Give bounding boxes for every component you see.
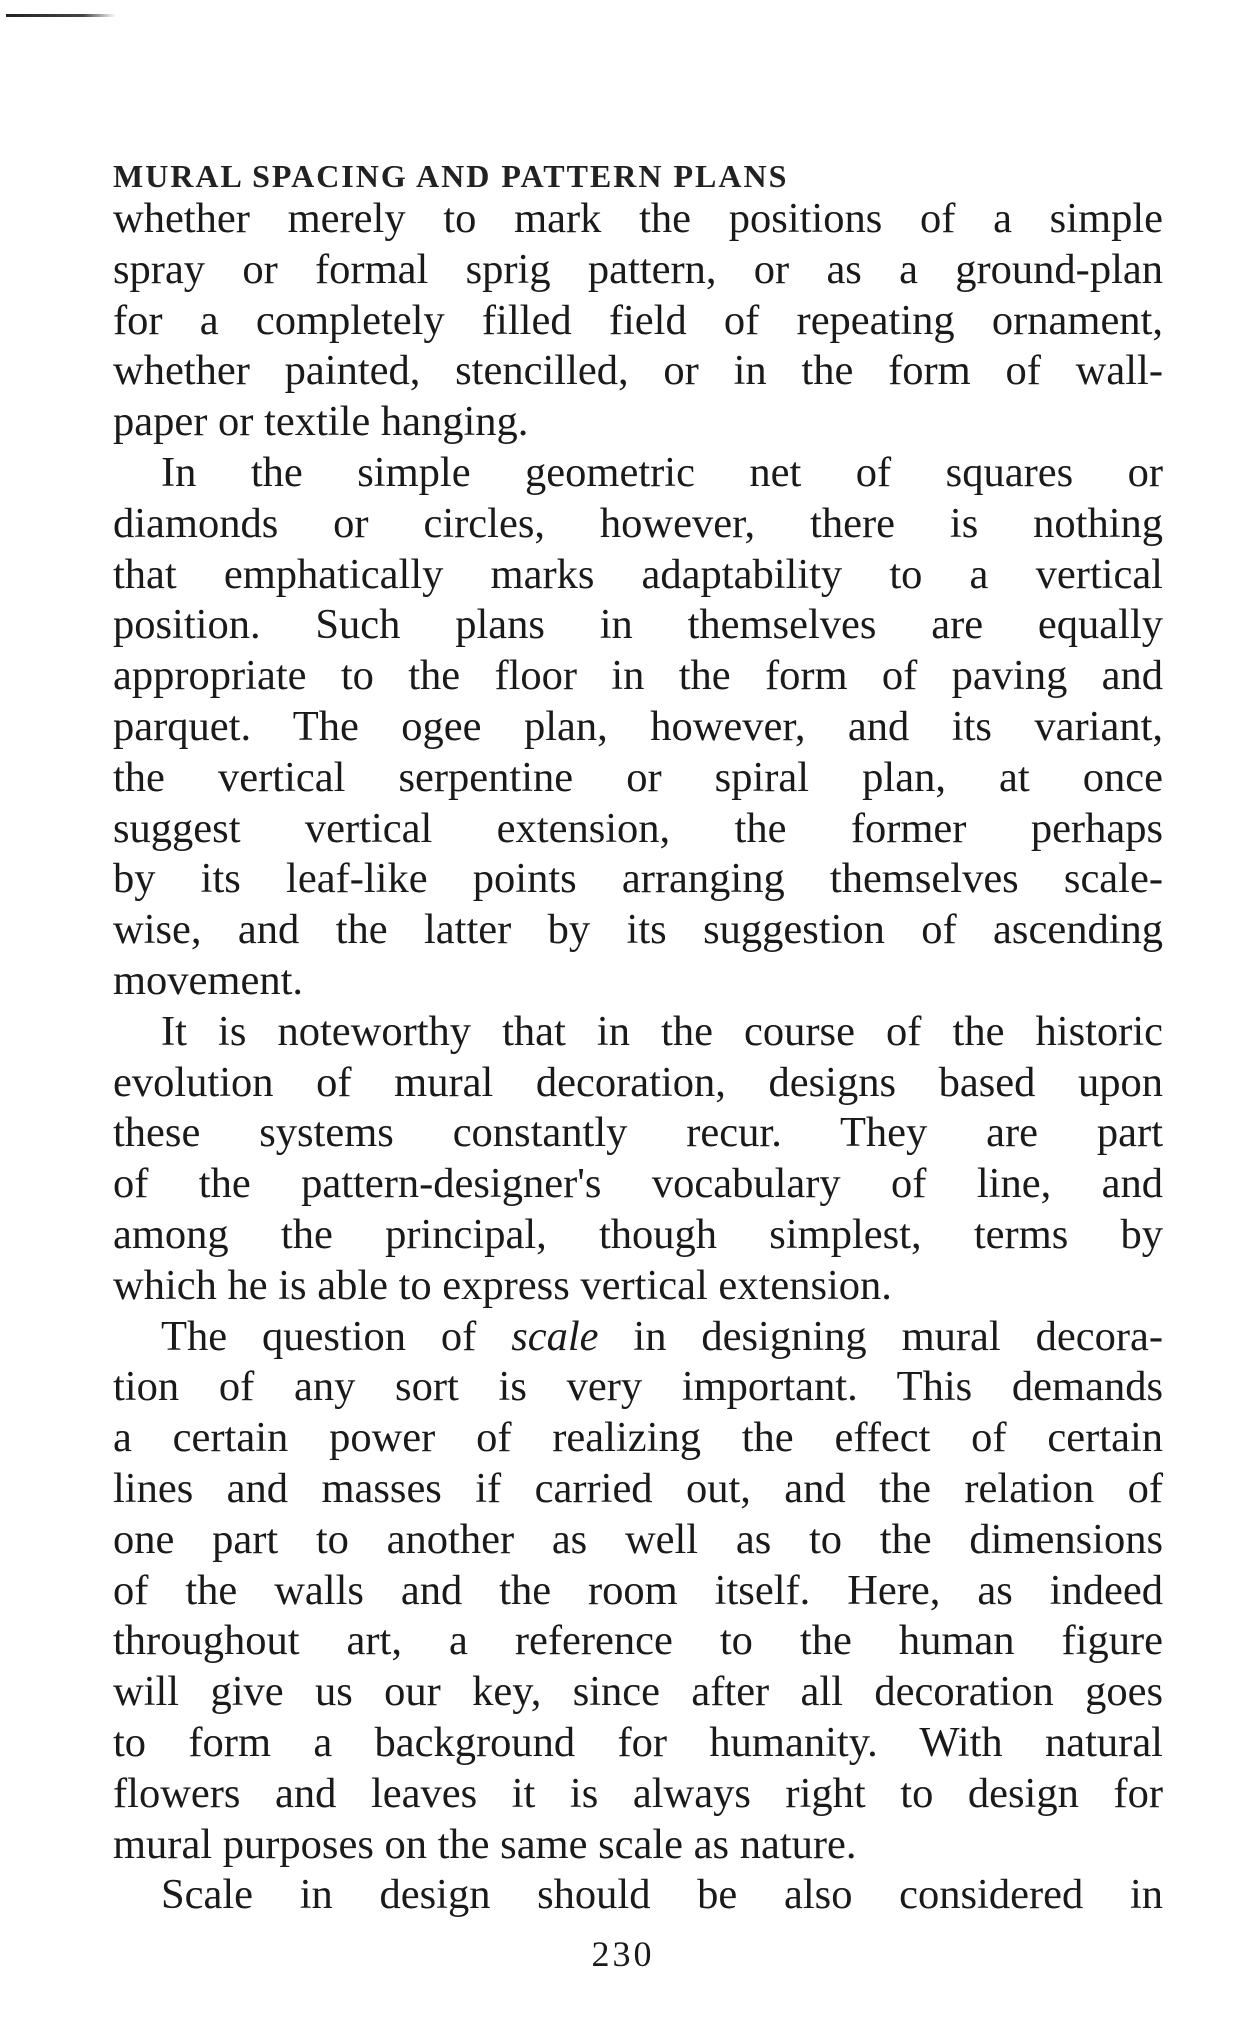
text-line: for a completely filled field of repeating ornament, [113, 296, 1163, 344]
text-line: one part to another as well as to the dimensions [113, 1515, 1163, 1563]
text-line: Scale in design should be also considered in [161, 1871, 1163, 1919]
text-run: The question of [161, 1312, 512, 1360]
running-head: MURAL SPACING AND PATTERN PLANS [113, 158, 789, 194]
text-line: the vertical serpentine or spiral plan, at once [113, 753, 1163, 801]
text-line: paper or textile hanging. [113, 398, 529, 446]
text-line: these systems constantly recur. They are part [113, 1109, 1163, 1157]
text-line: wise, and the latter by its suggestion of ascending [113, 906, 1163, 954]
paragraph-4 [113, 1312, 1163, 1871]
paragraph-3 [113, 1007, 1163, 1312]
text-line: among the principal, though simplest, terms by [113, 1210, 1163, 1258]
text-line: throughout art, a reference to the human figure [113, 1617, 1163, 1665]
text-line: suggest vertical extension, the former perhaps [113, 804, 1163, 852]
text-line: whether merely to mark the positions of a simple [113, 195, 1163, 242]
scan-edge-mark [6, 14, 116, 17]
text-line: In the simple geometric net of squares or [161, 448, 1163, 496]
text-line: a certain power of realizing the effect of certain [113, 1414, 1163, 1462]
text-line: of the walls and the room itself. Here, as indeed [113, 1566, 1163, 1614]
text-line: flowers and leaves it is always right to design for [113, 1769, 1163, 1817]
text-line: spray or formal sprig pattern, or as a ground-plan [113, 245, 1163, 293]
text-line: tion of any sort is very important. This demands [113, 1363, 1163, 1411]
text-line: diamonds or circles, however, there is nothing [113, 499, 1163, 547]
text-line: will give us our key, since after all decoration goes [113, 1668, 1163, 1716]
paragraph-1 [113, 194, 1163, 448]
text-line: whether painted, stencilled, or in the form of wall- [113, 347, 1163, 395]
text-line: evolution of mural decoration, designs based upon [113, 1058, 1163, 1106]
text-line: appropriate to the floor in the form of paving and [113, 652, 1163, 700]
paragraph-2 [113, 448, 1163, 1007]
paragraph-5 [113, 1870, 1163, 1921]
italic-term-scale: scale [511, 1312, 599, 1360]
book-page [113, 158, 1163, 1921]
text-line: of the pattern-designer's vocabulary of line, and [113, 1160, 1163, 1208]
body-text [113, 194, 1163, 1921]
text-line-with-italic [113, 1312, 1163, 1363]
text-line: lines and masses if carried out, and the relation of [113, 1464, 1163, 1512]
text-line: movement. [113, 956, 304, 1004]
text-line: parquet. The ogee plan, however, and its variant, [113, 702, 1163, 750]
page-number: 230 [591, 1934, 655, 1974]
text-line: mural purposes on the same scale as nature. [113, 1820, 857, 1868]
text-line: that emphatically marks adaptability to a vertical [113, 550, 1163, 598]
text-line: to form a background for humanity. With natural [113, 1718, 1163, 1766]
text-line: which he is able to express vertical extension. [113, 1261, 892, 1309]
text-line: It is noteworthy that in the course of the historic [161, 1007, 1163, 1055]
text-line: by its leaf-like points arranging themselves scale- [113, 855, 1163, 903]
text-line: position. Such plans in themselves are equally [113, 601, 1163, 649]
text-run: in designing mural decora- [598, 1312, 1163, 1360]
